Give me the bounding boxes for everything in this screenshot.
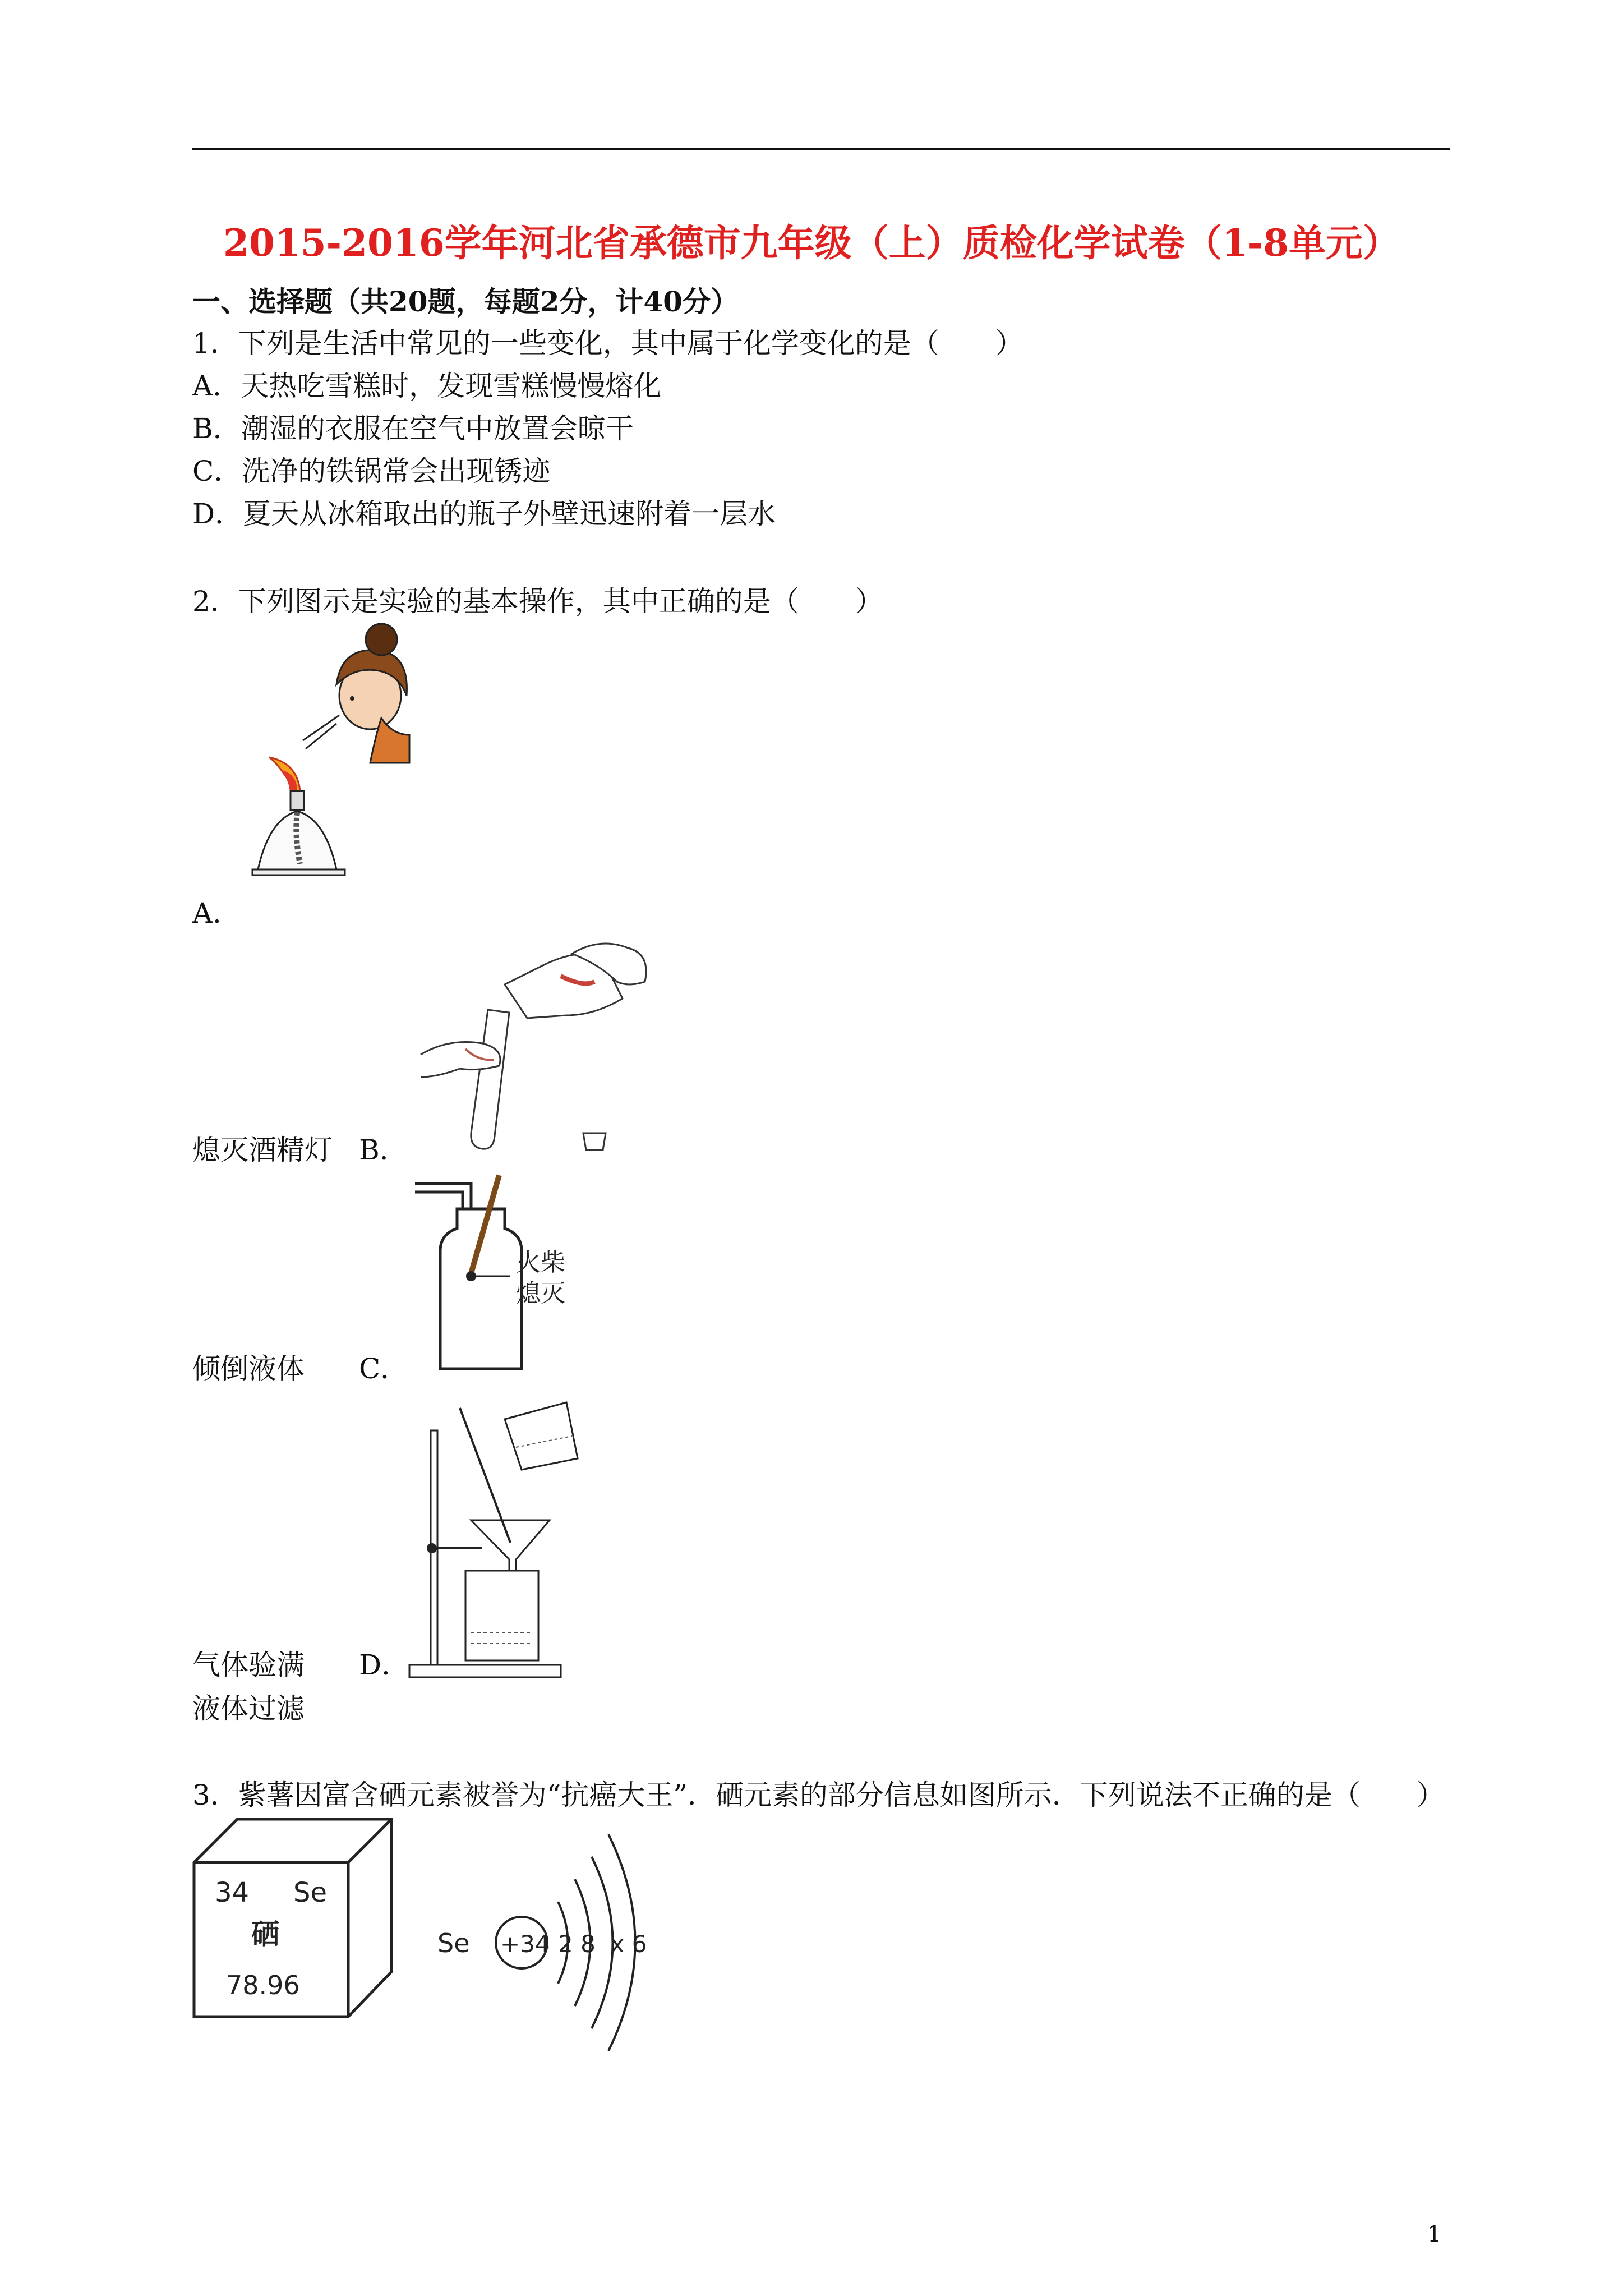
section-heading: 一、选择题（共20题，每题2分，计40分） (192, 285, 739, 318)
electron-shells: 2 8 x 6 (558, 1930, 647, 1958)
alcohol-lamp-blowing-figure (247, 623, 415, 914)
q2-option-b-caption: 倾倒液体 (192, 1352, 305, 1385)
atom-symbol: Se (437, 1928, 470, 1958)
selenium-element-cell (192, 1818, 394, 2019)
q1-option-b: B．潮湿的衣服在空气中放置会晾干 (192, 412, 634, 445)
match-label-2: 熄灭 (516, 1279, 565, 1308)
q1-option-d: D．夏天从冰箱取出的瓶子外壁迅速附着一层水 (192, 498, 776, 530)
atomic-number: 34 (215, 1877, 250, 1908)
q2-option-d-letter: D． (359, 1649, 410, 1681)
q1-stem: 1．下列是生活中常见的一些变化，其中属于化学变化的是（ ） (192, 327, 1023, 360)
q2-option-a-letter: A． (192, 897, 241, 930)
selenium-atom-structure-diagram (437, 1818, 673, 2064)
q2-option-a-caption: 熄灭酒精灯 (192, 1134, 333, 1166)
q2-option-c-letter: C． (359, 1352, 409, 1385)
filtration-apparatus-figure (409, 1397, 611, 1683)
paper-title: 2015-2016学年河北省承德市九年级（上）质检化学试卷（1-8单元） (223, 221, 1400, 265)
gas-collection-bottle-figure (409, 1167, 623, 1374)
q2-option-b-letter: B． (359, 1134, 408, 1166)
page-number: 1 (1427, 2221, 1442, 2247)
match-label-1: 火柴 (516, 1248, 565, 1277)
pouring-liquid-figure (415, 931, 667, 1167)
q1-option-c: C．洗净的铁锅常会出现锈迹 (192, 455, 551, 487)
q2-option-d-caption: 液体过滤 (192, 1692, 305, 1725)
q3-stem: 3．紫薯因富含硒元素被誉为“抗癌大王”．硒元素的部分信息如图所示．下列说法不正确的是（ ） (192, 1779, 1445, 1811)
element-name: 硒 (251, 1918, 279, 1950)
q2-option-c-caption: 气体验满 (192, 1649, 305, 1681)
q2-stem: 2．下列图示是实验的基本操作，其中正确的是（ ） (192, 585, 883, 618)
nucleus-charge: +34 (500, 1930, 550, 1958)
element-symbol: Se (293, 1877, 327, 1908)
q1-option-a: A．天热吃雪糕时，发现雪糕慢慢熔化 (192, 370, 662, 402)
header-rule (192, 148, 1450, 150)
atomic-mass: 78.96 (226, 1970, 300, 2000)
